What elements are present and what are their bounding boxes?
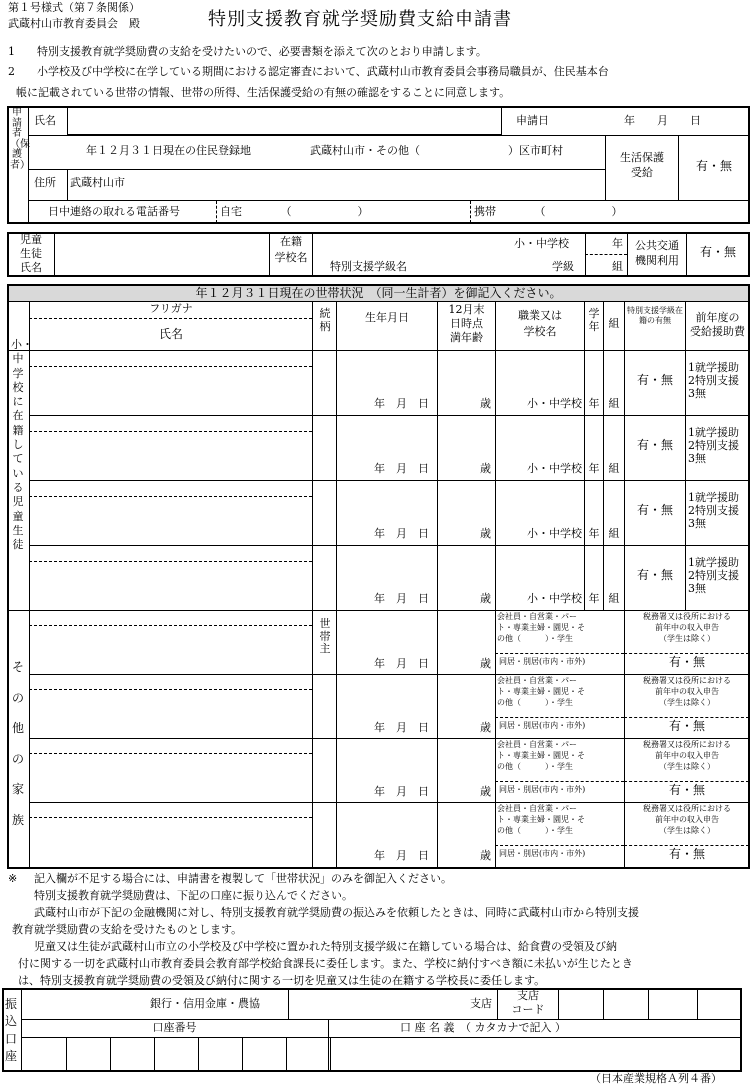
resident-registration-field[interactable]: 武蔵村山市・その他（ ）区市町村 bbox=[310, 144, 563, 157]
family-row-name-field[interactable] bbox=[30, 611, 312, 673]
home-phone-field[interactable]: 自宅 （ ） bbox=[220, 205, 369, 218]
special-class-label: 特別支援学級名 bbox=[330, 260, 407, 273]
transport-choice[interactable]: 有・無 bbox=[699, 245, 736, 259]
col-relation: 続柄 bbox=[319, 307, 331, 333]
account-number-field[interactable] bbox=[22, 1038, 328, 1071]
bank-name-field[interactable] bbox=[22, 989, 148, 1019]
student-row-kumi: 組 bbox=[608, 462, 620, 475]
note-2: 特別支援教育就学奨励費は、下記の口座に振り込んでください。 bbox=[34, 889, 353, 902]
family-row-tax-label-1: 税務署又は役所における bbox=[643, 676, 731, 685]
transport-label-1: 公共交通 bbox=[635, 239, 679, 252]
student-row-aid-1: 1就学援助 bbox=[688, 426, 739, 439]
statement-2a: 2 小学校及び中学校に在学している期間における認定審査において、武蔵村山市教育委員会事務局職員が、住民基本台 bbox=[8, 65, 609, 78]
student-row-aid-2: 2特別支援 bbox=[688, 374, 739, 387]
student-row-kumi: 組 bbox=[608, 397, 620, 410]
col-name: 氏名 bbox=[158, 327, 183, 341]
student-row-aid-3: 3無 bbox=[688, 582, 706, 595]
family-row-occupation-3: の他（ ）・学生 bbox=[497, 698, 573, 707]
student-row-kumi: 組 bbox=[608, 527, 620, 540]
family-row-occupation-3: の他（ ）・学生 bbox=[497, 634, 573, 643]
family-row-tax-choice[interactable]: 有・無 bbox=[668, 847, 705, 861]
student-label-3: 氏名 bbox=[20, 261, 42, 274]
student-row-age: 歳 bbox=[480, 592, 491, 605]
account-holder-field[interactable] bbox=[328, 1038, 740, 1071]
student-row-aid-2: 2特別支援 bbox=[688, 439, 739, 452]
col-grade: 学年 bbox=[588, 307, 600, 333]
family-row-birthdate[interactable]: 年 月 日 bbox=[374, 785, 429, 798]
col-furigana: フリガナ bbox=[149, 302, 193, 315]
student-row-grade: 年 bbox=[588, 397, 600, 410]
student-row-school: 小・中学校 bbox=[527, 527, 582, 540]
family-row-tax-label-2: 前年中の収入申告 bbox=[655, 815, 719, 824]
family-row-tax-label-3: （学生は除く） bbox=[659, 826, 715, 835]
student-row-kumi: 組 bbox=[608, 592, 620, 605]
student-row-aid-1: 1就学援助 bbox=[688, 556, 739, 569]
family-row-occupation-1: 会社員・自営業・パー bbox=[497, 804, 577, 813]
student-row-birthdate[interactable]: 年 月 日 bbox=[374, 527, 429, 540]
note-3a: 武蔵村山市が下記の金融機関に対し、特別支援教育就学奨励費の振込みを依頼したときは、同時に武蔵村山市から特別支援 bbox=[34, 906, 639, 919]
applicant-side-label: 申請者（保護者） bbox=[10, 107, 30, 171]
account-number-label: 口座番号 bbox=[152, 1021, 197, 1034]
family-row-residence: 同居・別居(市内・市外) bbox=[499, 657, 586, 666]
family-row-tax-label-1: 税務署又は役所における bbox=[643, 612, 731, 621]
student-row-school: 小・中学校 bbox=[527, 462, 582, 475]
grade-label: 年 bbox=[612, 237, 623, 250]
family-row-tax-choice[interactable]: 有・無 bbox=[668, 783, 705, 797]
bank-type-label: 銀行・信用金庫・農協 bbox=[150, 997, 260, 1010]
head-of-household-label: 世帯主 bbox=[319, 617, 331, 656]
branch-code-field[interactable] bbox=[559, 990, 697, 1018]
student-row-birthdate[interactable]: 年 月 日 bbox=[374, 397, 429, 410]
family-row-occupation-2: ト・専業主婦・園児・そ bbox=[497, 687, 585, 696]
family-row-occupation-3: の他（ ）・学生 bbox=[497, 762, 573, 771]
student-label-2: 生徒 bbox=[20, 247, 42, 260]
family-row-name-field[interactable] bbox=[30, 675, 312, 737]
welfare-choice[interactable]: 有・無 bbox=[695, 159, 732, 173]
family-row-age: 歳 bbox=[480, 785, 491, 798]
col-occupation-2: 学校名 bbox=[523, 325, 557, 338]
family-row-occupation-1: 会社員・自営業・パー bbox=[497, 676, 577, 685]
student-row-grade: 年 bbox=[588, 592, 600, 605]
resident-registration-label: 年１２月３１日現在の住民登録地 bbox=[86, 144, 251, 157]
family-row-residence: 同居・別居(市内・市外) bbox=[499, 785, 586, 794]
school-label-2: 学校名 bbox=[274, 251, 308, 264]
statement-2b: 帳に記載されている世帯の情報、世帯の所得、生活保護受給の有無の確認をすることに同意します。 bbox=[16, 86, 511, 99]
note-3b: 教育就学奨励費の支給を受けたものとします。 bbox=[12, 923, 243, 936]
mobile-phone-field[interactable]: 携帯 （ ） bbox=[474, 205, 623, 218]
paper-size-note: （日本産業規格Ａ列４番） bbox=[590, 1072, 722, 1085]
student-row-special-choice[interactable]: 有・無 bbox=[636, 503, 673, 517]
branch-code-label-1: 支店 bbox=[517, 989, 539, 1002]
students-side-label: 小・中学校に在籍している児童生徒 bbox=[11, 338, 33, 552]
statement-1: 1 特別支援教育就学奨励費の支給を受けたいので、必要書類を添えて次のとおり申請します。 bbox=[8, 45, 487, 58]
family-row-occupation-1: 会社員・自営業・パー bbox=[497, 612, 577, 621]
family-row-birthdate[interactable]: 年 月 日 bbox=[374, 849, 429, 862]
note-4a: 児童又は生徒が武蔵村山市立の小学校及び中学校に置かれた特別支援学級に在籍している場合は、給食費の受領及び納 bbox=[34, 940, 617, 953]
col-occupation-1: 職業又は bbox=[518, 309, 562, 322]
note-4c: は、特別支援教育就学奨励費の受領及び納付に関する一切を児童又は生徒の在籍する学校長に委任します。 bbox=[18, 974, 546, 987]
applicant-name-label: 氏名 bbox=[34, 114, 56, 127]
family-row-residence: 同居・別居(市内・市外) bbox=[499, 721, 586, 730]
application-date-label: 申請日 bbox=[516, 114, 549, 127]
applicant-name-field[interactable] bbox=[67, 107, 502, 135]
student-row-aid-1: 1就学援助 bbox=[688, 491, 739, 504]
family-row-name-field[interactable] bbox=[30, 739, 312, 801]
col-special-class: 特別支援学級在籍の有無 bbox=[627, 306, 683, 325]
student-row-special-choice[interactable]: 有・無 bbox=[636, 438, 673, 452]
student-row-age: 歳 bbox=[480, 397, 491, 410]
address-label: 住所 bbox=[34, 176, 56, 189]
family-row-occupation-2: ト・専業主婦・園児・そ bbox=[497, 623, 585, 632]
family-row-occupation-2: ト・専業主婦・園児・そ bbox=[497, 815, 585, 824]
welfare-label-2: 受給 bbox=[631, 166, 653, 179]
daytime-phone-label: 日中連絡の取れる電話番号 bbox=[48, 205, 180, 218]
student-row-special-choice[interactable]: 有・無 bbox=[636, 568, 673, 582]
note-mark: ※ bbox=[8, 872, 18, 885]
family-row-tax-label-3: （学生は除く） bbox=[659, 698, 715, 707]
school-type: 小・中学校 bbox=[514, 237, 569, 250]
welfare-label-1: 生活保護 bbox=[620, 151, 664, 164]
student-row-aid-3: 3無 bbox=[688, 387, 706, 400]
student-row-aid-3: 3無 bbox=[688, 452, 706, 465]
family-row-tax-label-3: （学生は除く） bbox=[659, 634, 715, 643]
col-prev-aid-2: 受給援助費 bbox=[690, 325, 745, 338]
student-row-birthdate[interactable]: 年 月 日 bbox=[374, 592, 429, 605]
family-row-tax-label-3: （学生は除く） bbox=[659, 762, 715, 771]
col-age-2: 日時点 bbox=[450, 317, 483, 330]
student-row-name-field[interactable] bbox=[30, 416, 312, 479]
family-row-age: 歳 bbox=[480, 849, 491, 862]
note-4b: 付に関する一切を武蔵村山市教育委員会教育部学校給食課長に委任します。また、学校に納付すべき額に未払いが生じたとき bbox=[18, 957, 633, 970]
student-row-age: 歳 bbox=[480, 527, 491, 540]
family-row-occupation-1: 会社員・自営業・パー bbox=[497, 740, 577, 749]
address-field[interactable]: 武蔵村山市 bbox=[70, 176, 125, 189]
student-row-name-field[interactable] bbox=[30, 351, 312, 414]
col-birthdate: 生年月日 bbox=[365, 311, 409, 324]
transport-label-2: 機関利用 bbox=[635, 254, 679, 267]
family-row-tax-choice[interactable]: 有・無 bbox=[668, 655, 705, 669]
family-row-birthdate[interactable]: 年 月 日 bbox=[374, 657, 429, 670]
family-row-birthdate[interactable]: 年 月 日 bbox=[374, 721, 429, 734]
family-row-occupation-2: ト・専業主婦・園児・そ bbox=[497, 751, 585, 760]
student-row-grade: 年 bbox=[588, 462, 600, 475]
school-label-1: 在籍 bbox=[280, 235, 302, 248]
student-row-aid-3: 3無 bbox=[688, 517, 706, 530]
family-row-tax-label-2: 前年中の収入申告 bbox=[655, 623, 719, 632]
household-banner: 年１２月３１日現在の世帯状況 （同一生計者）を御記入ください。 bbox=[9, 286, 748, 301]
col-prev-aid-1: 前年度の bbox=[695, 311, 740, 324]
family-row-residence: 同居・別居(市内・市外) bbox=[499, 849, 586, 858]
class-suffix: 学級 bbox=[552, 260, 574, 273]
student-row-name-field[interactable] bbox=[30, 546, 312, 609]
note-1: 記入欄が不足する場合には、申請書を複製して「世帯状況」のみを御記入ください。 bbox=[34, 872, 452, 885]
student-row-aid-2: 2特別支援 bbox=[688, 569, 739, 582]
family-row-tax-label-1: 税務署又は役所における bbox=[643, 804, 731, 813]
family-row-age: 歳 bbox=[480, 721, 491, 734]
kumi-label: 組 bbox=[612, 260, 623, 273]
student-row-school: 小・中学校 bbox=[527, 592, 582, 605]
family-row-tax-label-2: 前年中の収入申告 bbox=[655, 687, 719, 696]
student-row-aid-2: 2特別支援 bbox=[688, 504, 739, 517]
family-row-tax-label-1: 税務署又は役所における bbox=[643, 740, 731, 749]
branch-code-label-2: コード bbox=[511, 1003, 545, 1016]
col-kumi: 組 bbox=[608, 317, 620, 330]
student-row-name-field[interactable] bbox=[30, 481, 312, 544]
family-row-occupation-3: の他（ ）・学生 bbox=[497, 826, 573, 835]
page-title: 特別支援教育就学奨励費支給申請書 bbox=[208, 9, 512, 30]
col-age-1: 12月末 bbox=[448, 303, 485, 316]
form-number: 第１号様式（第７条関係） bbox=[8, 1, 140, 14]
branch-label: 支店 bbox=[470, 997, 492, 1010]
student-name-field[interactable] bbox=[55, 233, 269, 276]
addressee: 武蔵村山市教育委員会 殿 bbox=[8, 17, 140, 30]
family-row-age: 歳 bbox=[480, 657, 491, 670]
family-row-tax-label-2: 前年中の収入申告 bbox=[655, 751, 719, 760]
student-row-aid-1: 1就学援助 bbox=[688, 361, 739, 374]
family-row-tax-choice[interactable]: 有・無 bbox=[668, 719, 705, 733]
family-side-label: その他の家族 bbox=[11, 660, 24, 827]
student-row-school: 小・中学校 bbox=[527, 397, 582, 410]
student-row-birthdate[interactable]: 年 月 日 bbox=[374, 462, 429, 475]
student-row-grade: 年 bbox=[588, 527, 600, 540]
student-row-special-choice[interactable]: 有・無 bbox=[636, 373, 673, 387]
account-holder-label: 口 座 名 義 （ カタカナで記入 ） bbox=[400, 1021, 566, 1034]
application-date-field[interactable]: 年 月 日 bbox=[624, 114, 701, 127]
col-age-3: 満年齢 bbox=[450, 331, 483, 344]
student-label-1: 児童 bbox=[20, 233, 42, 246]
bank-side-label: 振込口座 bbox=[4, 997, 17, 1064]
family-row-name-field[interactable] bbox=[30, 803, 312, 865]
student-row-age: 歳 bbox=[480, 462, 491, 475]
